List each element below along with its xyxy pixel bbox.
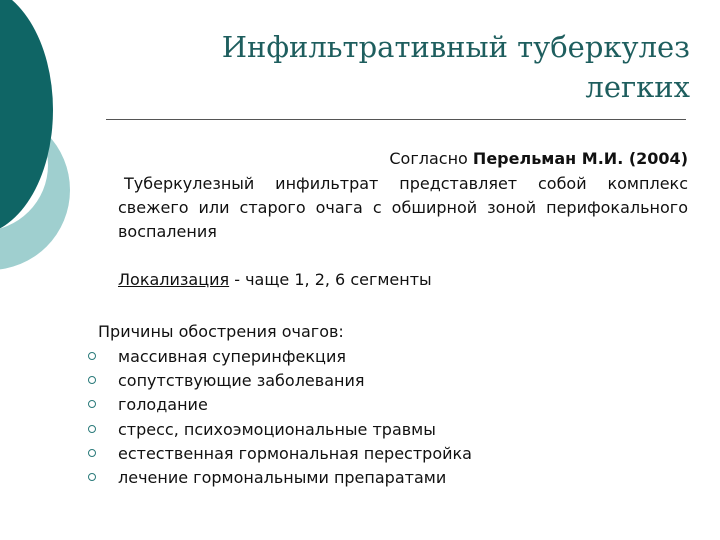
list-item-text: стресс, психоэмоциональные травмы <box>118 419 436 439</box>
causes-heading: Причины обострения очагов: <box>98 322 344 341</box>
source-author: Перельман М.И. (2004) <box>472 149 688 168</box>
bullet-circle-icon <box>88 425 96 433</box>
causes-list <box>86 345 472 490</box>
bullet-circle-icon <box>88 376 96 384</box>
list-item <box>86 369 472 393</box>
bullet-circle-icon <box>88 352 96 360</box>
bullet-circle-icon <box>88 449 96 457</box>
list-item-text: голодание <box>118 395 208 415</box>
decorative-circles <box>0 0 120 300</box>
title-divider <box>106 119 686 120</box>
title-line-1: Инфильтративный туберкулез <box>221 30 690 65</box>
list-item <box>86 442 472 466</box>
bullet-circle-icon <box>88 473 96 481</box>
definition-text: Туберкулезный инфильтрат представляет собой комплекс свежего или старого очага с обширной зоной перифокального воспаления <box>118 174 688 241</box>
slide-title <box>130 27 690 107</box>
list-item-text: лечение гормональными препаратами <box>118 468 447 488</box>
list-item-text: естественная гормональная перестройка <box>118 443 472 463</box>
localization-line <box>118 268 432 292</box>
list-item-text: сопутствующие заболевания <box>118 371 365 391</box>
source-prefix: Согласно <box>389 149 468 168</box>
localization-text: - чаще 1, 2, 6 сегменты <box>229 270 432 289</box>
list-item <box>86 466 472 490</box>
list-item <box>86 393 472 417</box>
localization-label: Локализация <box>118 270 230 289</box>
list-item <box>86 418 472 442</box>
bullet-circle-icon <box>88 400 96 408</box>
list-item <box>86 345 472 369</box>
source-citation <box>389 147 688 171</box>
list-item-text: массивная суперинфекция <box>118 347 346 366</box>
title-line-2: легких <box>585 70 690 105</box>
